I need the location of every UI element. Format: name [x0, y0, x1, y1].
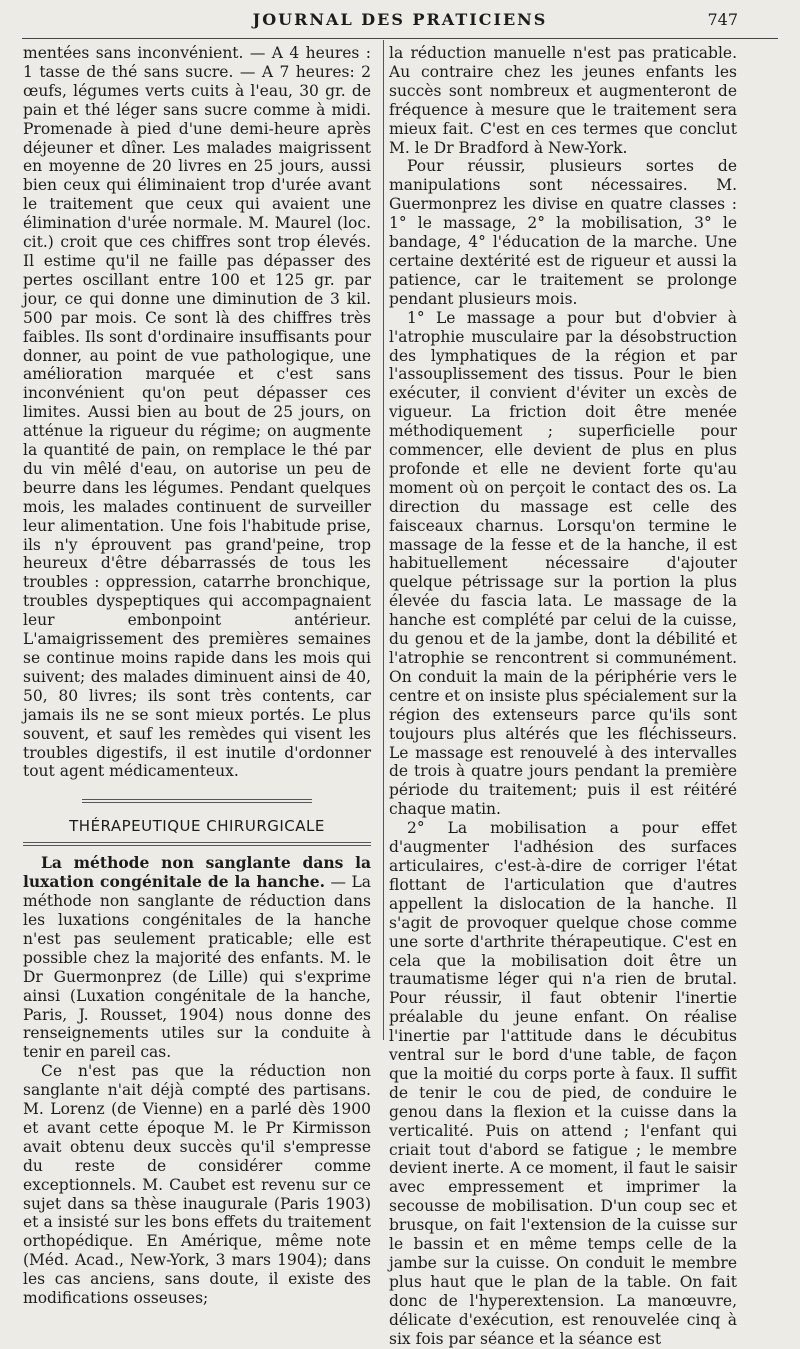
right-paragraph-1: la réduction manuelle n'est pas praticable. Au contraire chez les jeunes enfants les succès sont nombreux et augmenteront de fréquence à mesure que le traitement sera mieux fait. C'est en ces termes que conclut M. le Dr Bradford à New-York. [389, 44, 737, 157]
left-paragraph-1: mentées sans inconvénient. — A 4 heures : 1 tasse de thé sans sucre. — A 7 heures: 2 œufs, légumes verts cuits à l'eau, 30 gr. de pain et thé léger sans sucre comme à midi. Promenade à pied d'une demi-heure après déjeuner et dîner. Les malades maigrissent en moyenne de 20 livres en 25 jours, aussi bien ceux qui éliminaient trop d'urée avant le traitement que ceux qui avaient une élimination d'urée normale. M. Maurel (loc. cit.) croit que ces chiffres sont trop élevés. Il estime qu'il ne faille pas dépasser des pertes oscillant entre 100 et 125 gr. par jour, ce qui donne une diminution de 3 kil. 500 par mois. Ce sont là des chiffres très faibles. Ils sont d'ordinaire insuffisants pour donner, au point de vue pathologique, une amélioration marquée et c'est sans inconvénient qu'on peut dépasser ces limites. Aussi bien au bout de 25 jours, on atténue la rigueur du régime; on augmente la quantité de pain, on remplace le thé par du vin mêlé d'eau, on autorise un peu de beurre dans les légumes. Pendant quelques mois, les malades continuent de surveiller leur alimentation. Une fois l'habitude prise, ils n'y éprouvent pas grand'peine, trop heureux d'être débarrassés de tous les troubles : oppression, catarrhe bronchique, troubles dyspeptiques qui accompagnaient leur embonpoint antérieur. L'amaigrissement des premières semaines se continue moins rapide dans les mois qui suivent; des malades diminuent ainsi de 40, 50, 80 livres; ils sont très contents, car jamais ils ne se sont mieux portés. Le plus souvent, et sauf les remèdes qui visent les troubles digestifs, il est inutile d'ordonner tout agent médicamenteux. [23, 44, 371, 781]
page-number: 747 [707, 10, 738, 29]
right-paragraph-2: Pour réussir, plusieurs sortes de manipulations sont nécessaires. M. Guermonprez les divise en quatre classes : 1° le massage, 2° la mobilisation, 3° le bandage, 4° l'éducation de la marche. Une certaine dextérité est de rigueur et aussi la patience, car le traitement se prolonge pendant plusieurs mois. [389, 157, 737, 308]
left-column [23, 44, 371, 1308]
page-header [22, 0, 778, 39]
column-divider [383, 40, 384, 1040]
article-lead: La méthode non sanglante dans la luxation congénitale de la hanche. [23, 853, 371, 892]
journal-title: JOURNAL DES PRATICIENS [252, 10, 548, 29]
left-paragraph-3: Ce n'est pas que la réduction non sanglante n'ait déjà compté des partisans. M. Lorenz (de Vienne) en a parlé dès 1900 et avant cette époque M. le Pr Kirmisson avait obtenu deux succès qu'il s'empresse du reste de considérer comme exceptionnels. M. Caubet est revenu sur ce sujet dans sa thèse inaugurale (Paris 1903) et a insisté sur les bons effets du traitement orthopédique. En Amérique, même note (Méd. Acad., New-York, 3 mars 1904); dans les cas anciens, sans doute, il existe des modifications osseuses; [23, 1062, 371, 1308]
right-paragraph-mobilisation: 2° La mobilisation a pour effet d'augmenter l'adhésion des surfaces articulaires, c'est-à-dire de corriger l'état flottant de l'articulation que d'autres appellent la dislocation de la hanche. Il s'agit de provoquer quelque chose comme une sorte d'arthrite thérapeutique. C'est en cela que la mobilisation doit être un traumatisme léger qui n'a rien de brutal. Pour réussir, il faut obtenir l'inertie préalable du jeune enfant. On réalise l'inertie par l'attitude dans le décubitus ventral sur le bord d'une table, de façon que la moitié du corps porte à faux. Il suffit de tenir le cou de pied, de conduire le genou dans la flexion et la cuisse dans la verticalité. Puis on attend ; l'enfant qui criait tout d'abord se fatigue ; le membre devient inerte. A ce moment, il faut le saisir avec empressement et imprimer la secousse de mobilisation. D'un coup sec et brusque, on fait l'extension de la cuisse sur le bassin et en même temps celle de la jambe sur la cuisse. On conduit le membre plus haut que le plan de la table. On fait donc de l'hyperextension. La manœuvre, délicate d'exécution, est renouvelée cinq à six fois par séance et la séance est [389, 819, 737, 1348]
article-paragraph-1 [23, 854, 371, 1062]
right-paragraph-massage: 1° Le massage a pour but d'obvier à l'atrophie musculaire par la désobstruction des lymphatiques de la région et par l'assouplissement des tissus. Pour le bien exécuter, il convient d'éviter un excès de vigueur. La friction doit être menée méthodiquement ; superficielle pour commencer, elle devient de plus en plus profonde et elle ne devient forte qu'au moment où on perçoit le contact des os. La direction du massage est celle des faisceaux charnus. Lorsqu'on termine le massage de la fesse et de la hanche, il est habituellement nécessaire d'ajouter quelque pétrissage sur la portion la plus élevée du fascia lata. Le massage de la hanche est complété par celui de la cuisse, du genou et de la jambe, dont la débilité et l'atrophie se rencontrent si communément. On conduit la main de la périphérie vers le centre et on insiste plus spécialement sur la région des extenseurs parce qu'ils sont toujours plus altérés que les fléchisseurs. Le massage est renouvelé à des intervalles de trois à quatre jours pendant la première période du traitement; puis il est réitéré chaque matin. [389, 308, 737, 819]
section-separator [82, 799, 312, 803]
article-lead-continuation: — La méthode non sanglante de réduction dans les luxations congénitales de la hanche n'est pas seulement praticable; elle est possible chez la majorité des enfants. M. le Dr Guermonprez (de Lille) qui s'exprime ainsi (Luxation congénitale de la hanche, Paris, J. Rousset, 1904) nous donne des renseignements utiles sur la conduite à tenir en pareil cas. [23, 873, 372, 1062]
section-title: THÉRAPEUTIQUE CHIRURGICALE [69, 817, 325, 836]
right-column [389, 44, 737, 1349]
section-title-rule [23, 842, 371, 846]
